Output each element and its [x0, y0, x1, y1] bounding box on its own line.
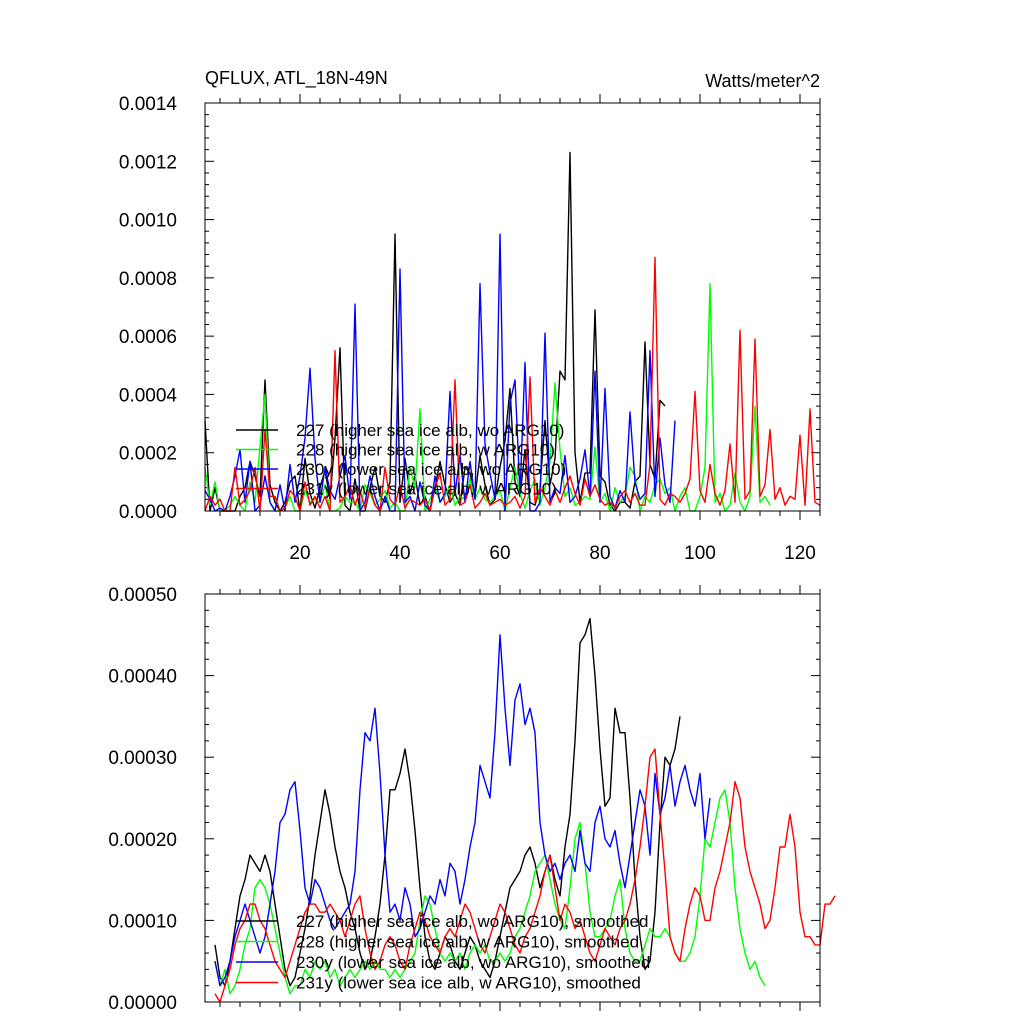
y-tick-label: 0.0004	[118, 385, 177, 407]
legend-label-0: 227 (higher sea ice alb, wo ARG10)	[296, 421, 565, 440]
y-tick-label: 0.0006	[118, 327, 177, 349]
x-tick-label: 60	[489, 543, 511, 564]
top-panel-title: QFLUX, ATL_18N-49N	[205, 68, 388, 88]
x-tick-label: 120	[784, 543, 816, 564]
legend-label-2: 230y (lower sea ice alb, wo ARG10), smoothed	[296, 953, 651, 972]
y-tick-label: 0.00010	[108, 911, 177, 933]
legend-label-1: 228 (higher sea ice alb, w ARG10), smoothed	[296, 932, 640, 952]
y-tick-label: 0.00000	[108, 993, 177, 1014]
y-tick-label: 0.00020	[108, 829, 177, 851]
legend-label-3: 231y (lower sea ice alb, w ARG10)	[296, 479, 557, 499]
x-tick-label: 40	[389, 543, 411, 564]
x-tick-label: 100	[684, 543, 716, 564]
y-tick-label: 0.0008	[118, 268, 177, 290]
legend-label-3: 231y (lower sea ice alb, w ARG10), smoothed	[296, 973, 641, 993]
x-tick-label: 20	[289, 543, 311, 564]
y-tick-label: 0.0002	[118, 443, 177, 465]
legend-label-2: 230y (lower sea ice alb, wo ARG10)	[296, 460, 567, 479]
bottom-legend	[236, 912, 650, 993]
y-tick-label: 0.00040	[108, 666, 177, 688]
y-tick-label: 0.00030	[108, 748, 177, 770]
y-tick-label: 0.0010	[118, 210, 177, 232]
legend-label-1: 228 (higher sea ice alb, w ARG10)	[296, 440, 555, 460]
legend-label-0: 227 (higher sea ice alb, wo ARG10), smoothed	[296, 912, 649, 931]
top-panel-units: Watts/meter^2	[705, 71, 820, 91]
y-tick-label: 0.0012	[118, 152, 177, 174]
y-tick-label: 0.0014	[118, 94, 177, 115]
y-tick-label: 0.00050	[108, 585, 177, 606]
y-tick-label: 0.0000	[118, 502, 177, 523]
x-tick-label: 80	[589, 543, 611, 564]
